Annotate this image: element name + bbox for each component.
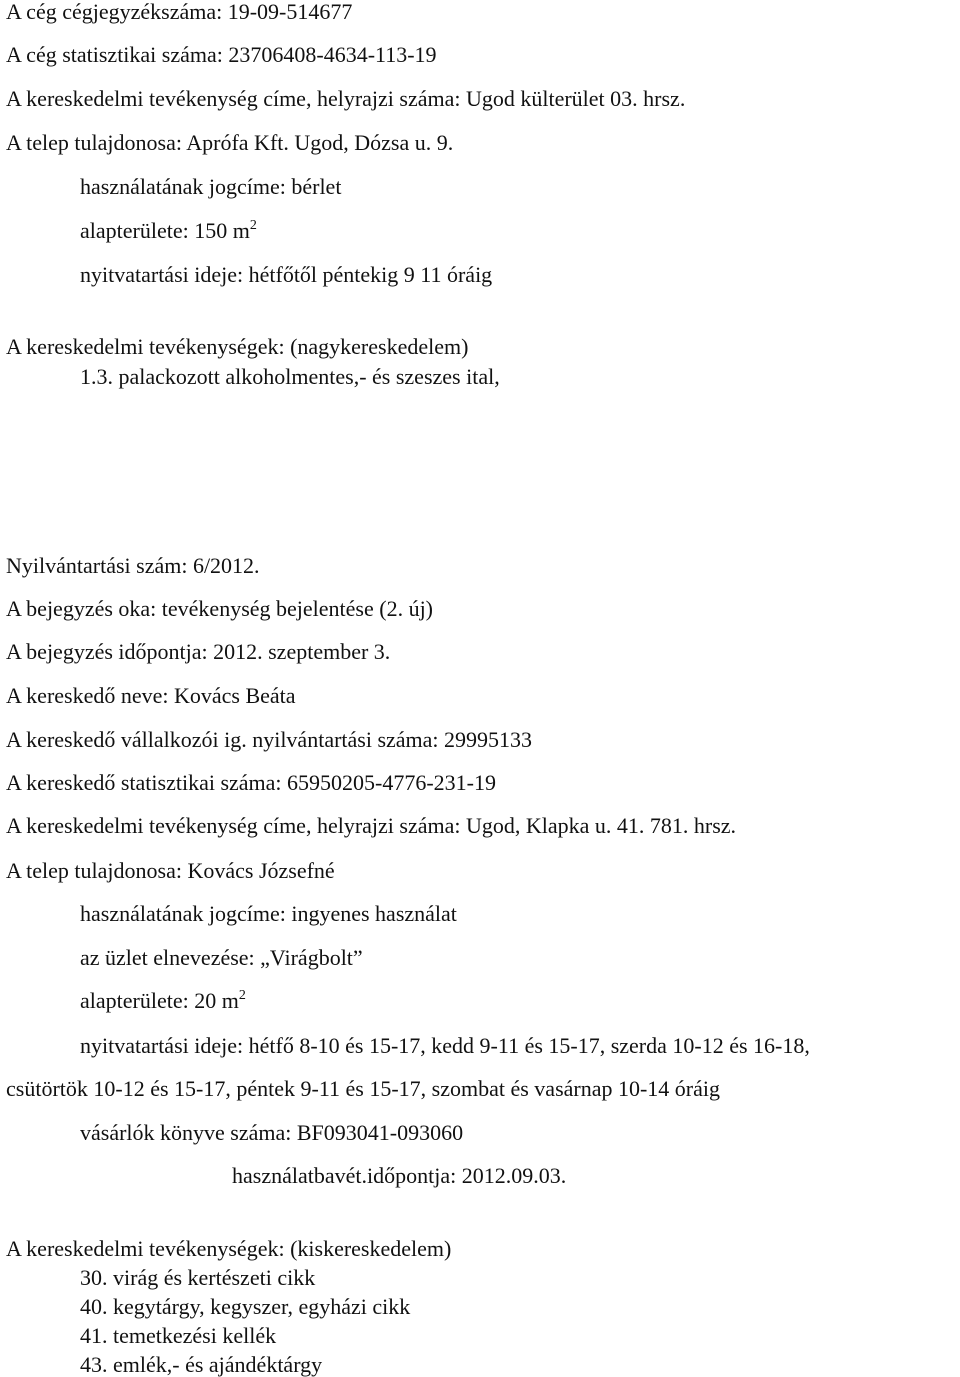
floor-area-text: alapterülete: 150 m <box>80 218 250 243</box>
entrepreneur-id: A kereskedő vállalkozói ig. nyilvántartási száma: 29995133 <box>6 727 533 752</box>
shop-name: az üzlet elnevezése: „Virágbolt” <box>80 945 363 970</box>
activity-item: 40. kegytárgy, kegyszer, egyházi cikk <box>80 1294 411 1319</box>
activity-item: 1.3. palackozott alkoholmentes,- és szeszes ital, <box>80 364 500 389</box>
site-owner: A telep tulajdonosa: Kovács Józsefné <box>6 858 335 883</box>
floor-area-exponent: 2 <box>238 988 246 1003</box>
activity-item: 43. emlék,- és ajándéktárgy <box>80 1352 323 1377</box>
entry-date: A bejegyzés időpontja: 2012. szeptember 3. <box>6 639 391 664</box>
usage-title: használatának jogcíme: ingyenes használat <box>80 901 457 926</box>
activities-header: A kereskedelmi tevékenységek: (kiskereskedelem) <box>6 1236 452 1261</box>
occupancy-date: használatbavét.időpontja: 2012.09.03. <box>232 1163 567 1188</box>
complaint-book-number: vásárlók könyve száma: BF093041-093060 <box>80 1120 464 1145</box>
opening-hours-line1: nyitvatartási ideje: hétfő 8-10 és 15-17, kedd 9-11 és 15-17, szerda 10-12 és 16-18, <box>80 1033 810 1058</box>
entry-reason: A bejegyzés oka: tevékenység bejelentése (2. új) <box>6 596 434 621</box>
floor-area <box>80 220 257 242</box>
trader-name: A kereskedő neve: Kovács Beáta <box>6 683 296 708</box>
company-statistical-number: A cég statisztikai száma: 23706408-4634-113-19 <box>6 42 437 67</box>
company-registration-number: A cég cégjegyzékszáma: 19-09-514677 <box>6 0 353 24</box>
opening-hours: nyitvatartási ideje: hétfőtől péntekig 9 11 óráig <box>80 262 493 287</box>
floor-area <box>80 990 246 1012</box>
floor-area-exponent: 2 <box>249 218 257 233</box>
activity-item: 41. temetkezési kellék <box>80 1323 277 1348</box>
trader-statistical-number: A kereskedő statisztikai száma: 65950205-4776-231-19 <box>6 770 497 795</box>
floor-area-text: alapterülete: 20 m <box>80 988 239 1013</box>
registry-number: Nyilvántartási szám: 6/2012. <box>6 553 260 578</box>
activity-address: A kereskedelmi tevékenység címe, helyrajzi száma: Ugod külterület 03. hrsz. <box>6 86 686 111</box>
activity-item: 30. virág és kertészeti cikk <box>80 1265 316 1290</box>
site-owner: A telep tulajdonosa: Aprófa Kft. Ugod, Dózsa u. 9. <box>6 130 454 155</box>
activity-address: A kereskedelmi tevékenység címe, helyrajzi száma: Ugod, Klapka u. 41. 781. hrsz. <box>6 813 737 838</box>
usage-title: használatának jogcíme: bérlet <box>80 174 342 199</box>
opening-hours-line2: csütörtök 10-12 és 15-17, péntek 9-11 és 15-17, szombat és vasárnap 10-14 óráig <box>6 1076 721 1101</box>
activities-header: A kereskedelmi tevékenységek: (nagykereskedelem) <box>6 334 469 359</box>
